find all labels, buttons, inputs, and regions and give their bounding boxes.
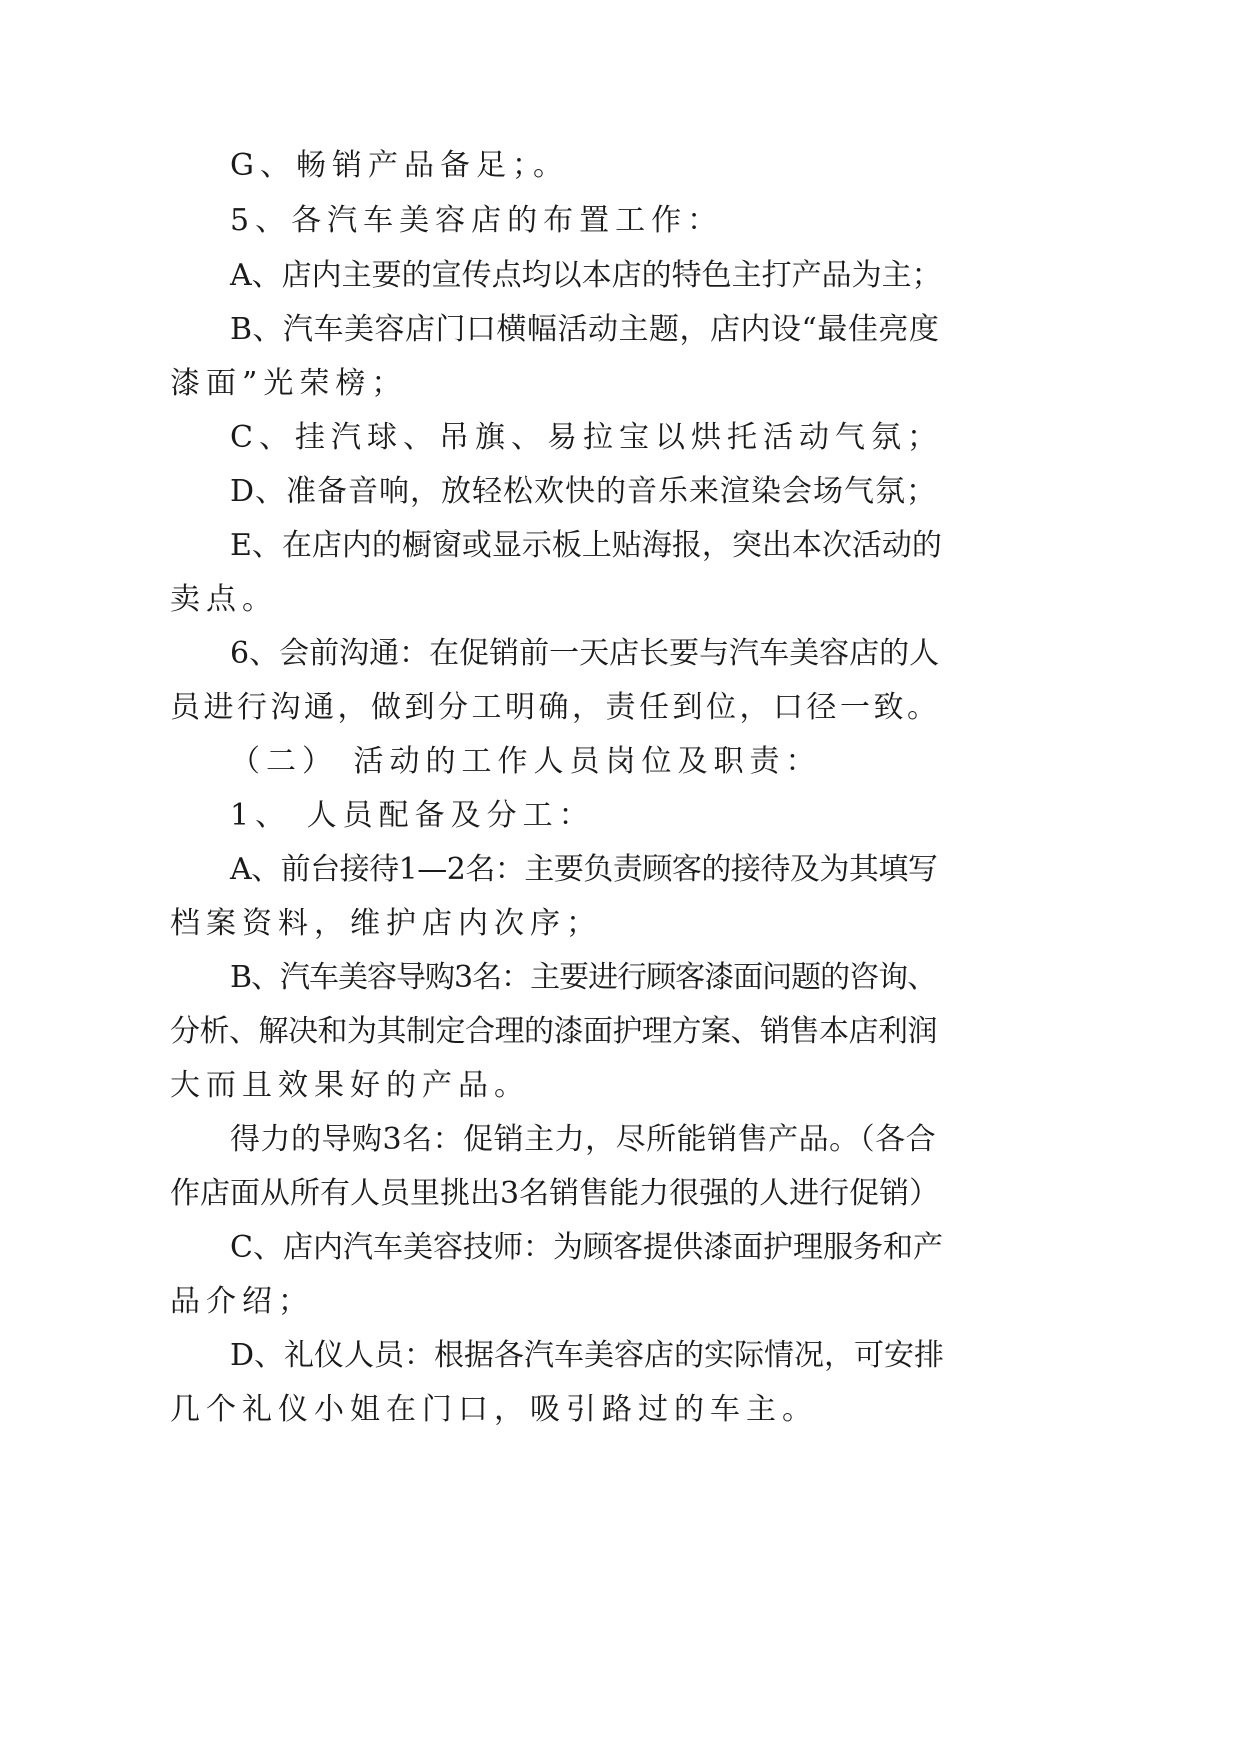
text-line-8: E、在店内的橱窗或显示板上贴海报，突出本次活动的 [230, 528, 942, 563]
text-line-10: 6、会前沟通：在促销前一天店长要与汽车美容店的人 [230, 636, 940, 671]
text-line-21: C、店内汽车美容技师：为顾客提供漆面护理服务和产 [230, 1230, 943, 1265]
text-line-16: B、汽车美容导购3名：主要进行顾客漆面问题的咨询、 [230, 960, 937, 995]
text-line-17: 分析、解决和为其制定合理的漆面护理方案、销售本店利润 [170, 1014, 937, 1049]
text-line-14: A、前台接待1—2名：主要负责顾客的接待及为其填写 [230, 852, 938, 887]
text-line-19: 得力的导购3名：促销主力，尽所能销售产品。（各合 [230, 1122, 937, 1157]
text-line-24: 几个礼仪小姐在门口，吸引路过的车主。 [170, 1392, 818, 1427]
text-line-13: 1、 人员配备及分工： [230, 798, 595, 833]
text-line-5: 漆面”光荣榜； [170, 366, 408, 401]
text-line-12: （二） 活动的工作人员岗位及职责： [230, 744, 822, 779]
text-line-22: 品介绍； [170, 1284, 314, 1319]
text-line-6: C、挂汽球、吊旗、易拉宝以烘托活动气氛； [230, 420, 943, 455]
text-line-7: D、准备音响，放轻松欢快的音乐来渲染会场气氛； [230, 474, 938, 509]
text-line-11: 员进行沟通，做到分工明确，责任到位，口径一致。 [170, 690, 941, 725]
text-line-1: G、畅销产品备足；。 [230, 148, 569, 183]
text-line-20: 作店面从所有人员里挑出3名销售能力很强的人进行促销） [170, 1176, 940, 1211]
text-line-18: 大而且效果好的产品。 [170, 1068, 530, 1103]
text-line-4: B、汽车美容店门口横幅活动主题，店内设“最佳亮度 [230, 312, 940, 347]
text-line-15: 档案资料，维护店内次序； [170, 906, 602, 941]
text-line-2: 5、各汽车美容店的布置工作： [230, 203, 724, 238]
text-line-23: D、礼仪人员：根据各汽车美容店的实际情况，可安排 [230, 1338, 945, 1373]
text-line-3: A、店内主要的宣传点均以本店的特色主打产品为主； [230, 258, 942, 293]
text-line-9: 卖点。 [170, 582, 278, 617]
